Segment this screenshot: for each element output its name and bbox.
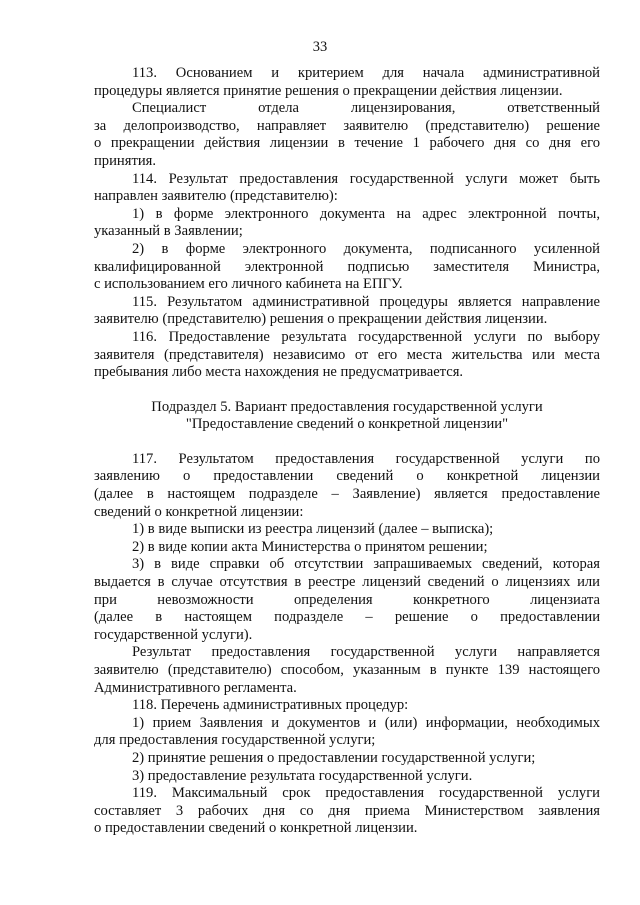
text-line: заявителю (представителю) решения о прекращении действия лицензии. <box>94 311 548 328</box>
text-line: квалифицированной электронной подписью заместителя Министра, <box>94 258 600 275</box>
text-line: за делопроизводство, направляет заявителю (представителю) решение <box>94 117 600 134</box>
text-line: 3) предоставление результата государственной услуги. <box>132 767 473 784</box>
text-line: (далее в настоящем подразделе – Заявление) является предоставление <box>94 486 600 503</box>
section-heading-line: "Предоставление сведений о конкретной лицензии" <box>185 416 509 433</box>
text-line: заявлению о предоставлении сведений о конкретной лицензии <box>94 468 600 485</box>
text-line: о предоставлении сведений о конкретной лицензии. <box>94 820 418 837</box>
text-line: 119. Максимальный срок предоставления государственной услуги <box>132 785 600 802</box>
text-line: 115. Результатом административной процедуры является направление <box>132 293 600 310</box>
text-line: Административного регламента. <box>94 679 297 696</box>
text-line: указанный в Заявлении; <box>94 223 243 240</box>
text-line: процедуры является принятие решения о прекращении действия лицензии. <box>94 82 563 99</box>
text-line: с использованием его личного кабинета на ЕПГУ. <box>94 276 403 293</box>
text-line: 117. Результатом предоставления государственной услуги по <box>132 450 600 467</box>
section-heading-line: Подраздел 5. Вариант предоставления государственной услуги <box>151 398 543 415</box>
text-line: заявителю (представителю) способом, указанным в пункте 139 настоящего <box>94 662 600 678</box>
text-line: о прекращении действия лицензии в течение 1 рабочего дня со дня его <box>94 135 600 152</box>
text-line: (далее в настоящем подразделе – решение о предоставлении <box>94 609 600 626</box>
text-line: принятия. <box>94 152 156 169</box>
text-line: 1) в форме электронного документа на адрес электронной почты, <box>132 205 600 222</box>
text-line: 2) в виде копии акта Министерства о принятом решении; <box>132 538 488 555</box>
text-line: при невозможности определения конкретного лицензиата <box>94 591 600 608</box>
text-line: 3) в виде справки об отсутствии запрашиваемых сведений, которая <box>132 556 600 573</box>
text-line: пребывания либо места нахождения не предусматривается. <box>94 364 464 381</box>
text-line: составляет 3 рабочих дня со дня приема Министерством заявления <box>94 802 600 819</box>
text-line: 118. Перечень административных процедур: <box>132 697 409 714</box>
text-line: выдается в случае отсутствия в реестре лицензий сведений о лицензиях или <box>94 574 600 591</box>
page-number: 33 <box>312 39 328 55</box>
text-line: сведений о конкретной лицензии: <box>94 503 304 520</box>
text-line: 116. Предоставление результата государственной услуги по выбору <box>132 328 600 345</box>
document-body <box>94 65 600 838</box>
text-line: 2) принятие решения о предоставлении государственной услуги; <box>132 749 536 766</box>
text-line: Специалист отдела лицензирования, ответственный <box>132 100 600 117</box>
text-line: 1) прием Заявления и документов и (или) информации, необходимых <box>132 714 600 731</box>
text-line: заявителя (представителя) независимо от его места жительства или места <box>94 346 600 363</box>
text-line: 114. Результат предоставления государственной услуги может быть <box>132 170 600 187</box>
text-line: 113. Основанием и критерием для начала административной <box>132 65 600 81</box>
text-line: 2) в форме электронного документа, подписанного усиленной <box>132 240 600 257</box>
text-line: для предоставления государственной услуги; <box>94 732 376 749</box>
text-line: направлен заявителю (представителю): <box>94 188 338 205</box>
text-line: 1) в виде выписки из реестра лицензий (далее – выписка); <box>132 521 494 538</box>
text-line: Результат предоставления государственной услуги направляется <box>132 644 600 661</box>
text-line: государственной услуги). <box>94 626 253 643</box>
